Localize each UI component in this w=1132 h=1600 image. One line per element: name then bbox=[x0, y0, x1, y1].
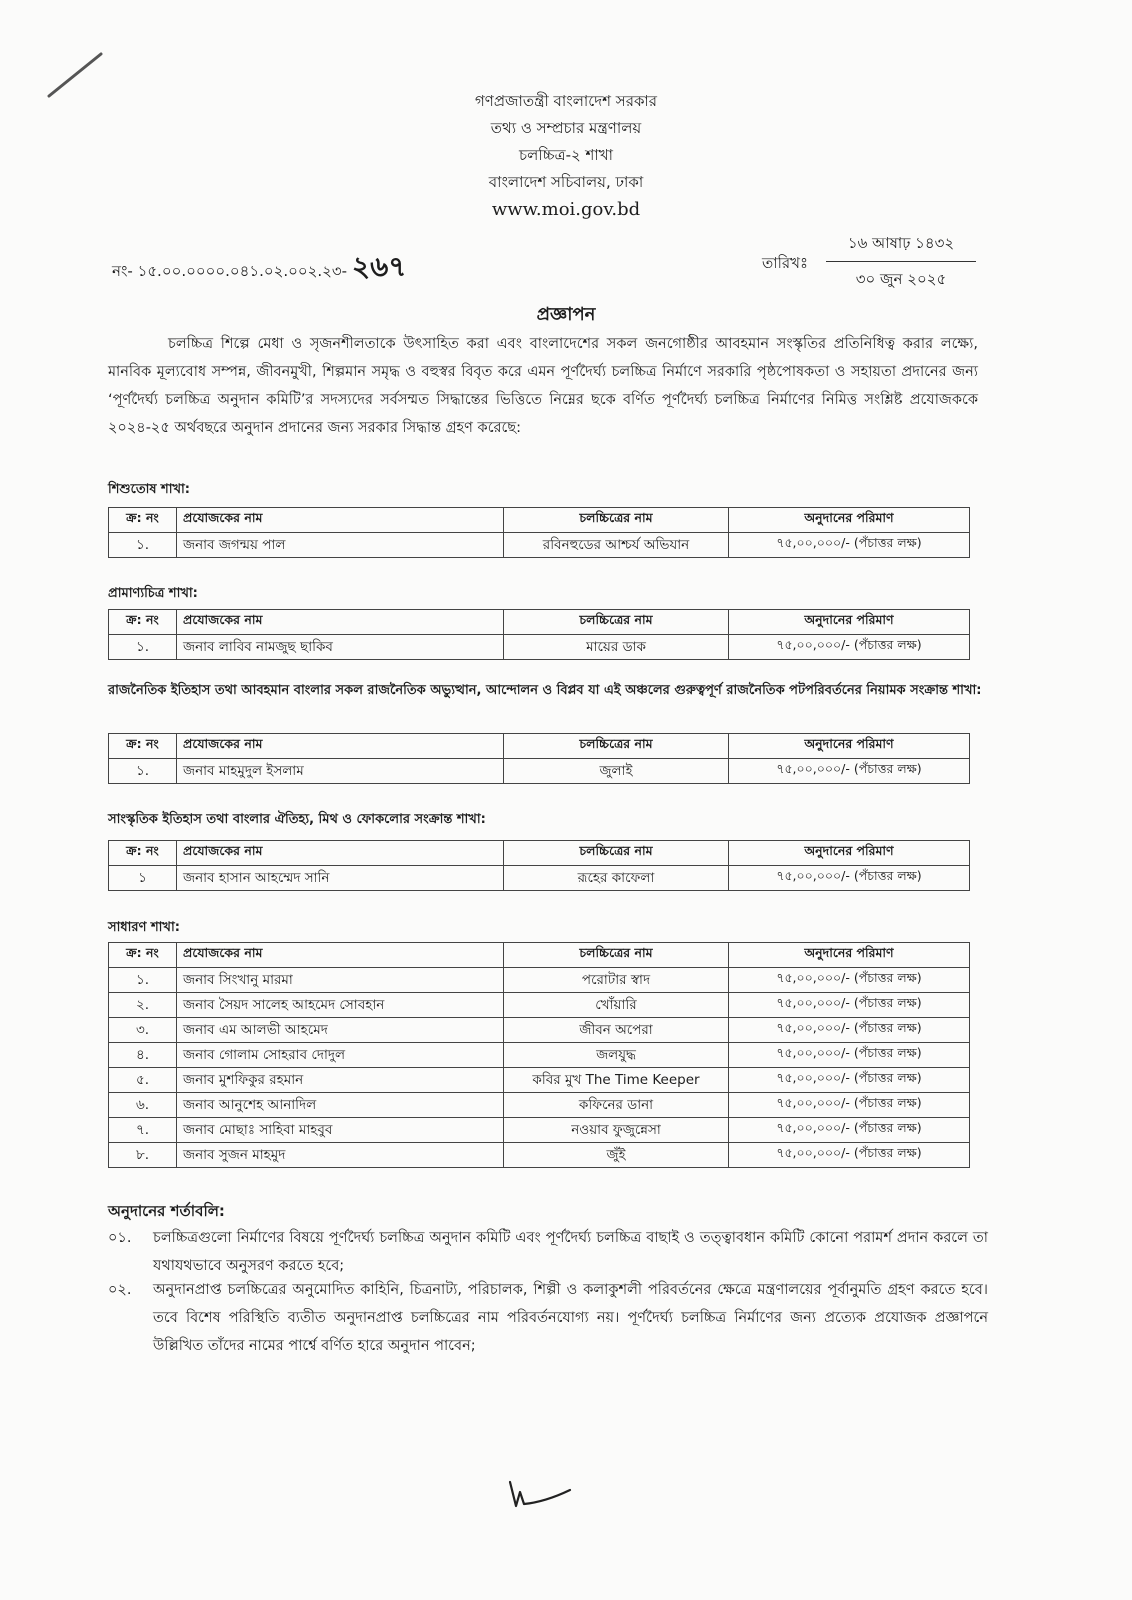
handwritten-number: ২৬৭ bbox=[351, 250, 407, 283]
date-label: তারিখঃ bbox=[762, 254, 808, 272]
cell-producer: জনাব জগন্ময় পাল bbox=[177, 533, 504, 558]
header-film: চলচ্চিত্রের নাম bbox=[504, 943, 729, 968]
cell-amount: ৭৫,০০,০০০/- (পঁচাত্তর লক্ষ) bbox=[729, 759, 970, 784]
cell-serial: ১ bbox=[109, 866, 177, 891]
table-row bbox=[109, 533, 970, 558]
section-label-general: সাধারণ শাখা: bbox=[108, 920, 180, 935]
cell-amount: ৭৫,০০,০০০/- (পঁচাত্তর লক্ষ) bbox=[729, 866, 970, 891]
table-row bbox=[109, 1043, 970, 1068]
table-header-row bbox=[109, 508, 970, 533]
cell-amount: ৭৫,০০,০০০/- (পঁচাত্তর লক্ষ) bbox=[729, 1118, 970, 1143]
table-row bbox=[109, 993, 970, 1018]
cell-film: পরোটার স্বাদ bbox=[504, 968, 729, 993]
cell-producer: জনাব মুশফিকুর রহমান bbox=[177, 1068, 504, 1093]
table-row bbox=[109, 1093, 970, 1118]
condition-number: ০১. bbox=[108, 1230, 132, 1246]
cell-producer: জনাব আনুশেহ আনাদিল bbox=[177, 1093, 504, 1118]
condition-item-2 bbox=[108, 1276, 988, 1360]
header-producer: প্রযোজকের নাম bbox=[177, 610, 504, 635]
cell-film: রবিনহুডের আশ্চর্য অভিযান bbox=[504, 533, 729, 558]
cell-producer: জনাব মোছাঃ সাহিবা মাহবুব bbox=[177, 1118, 504, 1143]
cell-producer: জনাব লাবিব নামজুছ ছাকিব bbox=[177, 635, 504, 660]
cell-amount: ৭৫,০০,০০০/- (পঁচাত্তর লক্ষ) bbox=[729, 993, 970, 1018]
header-amount: অনুদানের পরিমাণ bbox=[729, 943, 970, 968]
table-header-row bbox=[109, 734, 970, 759]
cell-amount: ৭৫,০০,০০০/- (পঁচাত্তর লক্ষ) bbox=[729, 1068, 970, 1093]
cell-film: জীবন অপেরা bbox=[504, 1018, 729, 1043]
intro-paragraph: চলচ্চিত্র শিল্পে মেধা ও সৃজনশীলতাকে উৎসাহিত করা এবং বাংলাদেশের সকল জনগোষ্ঠীর আবহমান সংস্কৃতির প্রতিনিধিত্ব করার লক্ষ্যে, মানবিক মূল্যবোধ সম্পন্ন, জীবনমুখী, শিল্পমান সমৃদ্ধ ও বহুস্বর বিবৃত করে এমন পূর্ণদৈর্ঘ্য চলচ্চিত্র নির্মাণে সরকারি পৃষ্ঠপোষকতা ও সহায়তা প্রদানের জন্য ‘পূর্ণদৈর্ঘ্য চলচ্চিত্র অনুদান কমিটি’র সদস্যদের সর্বসম্মত সিদ্ধান্তের ভিত্তিতে নিম্নের ছকে বর্ণিত পূর্ণদৈর্ঘ্য চলচ্চিত্র নির্মাণের নিমিত্ত সংশ্লিষ্ট প্রযোজককে ২০২৪-২৫ অর্থবছরে অনুদান প্রদানের জন্য সরকার সিদ্ধান্ত গ্রহণ করেছে: bbox=[108, 336, 978, 436]
table-row bbox=[109, 1118, 970, 1143]
header-film: চলচ্চিত্রের নাম bbox=[504, 841, 729, 866]
table-row bbox=[109, 866, 970, 891]
branch-name: চলচ্চিত্র-২ শাখা bbox=[519, 146, 613, 164]
table-row bbox=[109, 1143, 970, 1168]
table-header-row bbox=[109, 943, 970, 968]
header-amount: অনুদানের পরিমাণ bbox=[729, 610, 970, 635]
condition-text: অনুদানপ্রাপ্ত চলচ্চিত্রের অনুমোদিত কাহিনি, চিত্রনাট্য, পরিচালক, শিল্পী ও কলাকুশলী পরিবর্তনের ক্ষেত্রে মন্ত্রণালয়ের পূর্বানুমতি গ্রহণ করতে হবে। তবে বিশেষ পরিস্থিতি ব্যতীত অনুদানপ্রাপ্ত চলচ্চিত্রের নাম পরিবর্তনযোগ্য নয়। পূর্ণদৈর্ঘ্য চলচ্চিত্র নির্মাণের জন্য প্রত্যেক প্রযোজক প্রজ্ঞাপনে উল্লিখিত তাঁদের নামের পার্শ্বে বর্ণিত হারে অনুদান পাবেন; bbox=[153, 1282, 988, 1354]
cell-serial: ৫. bbox=[109, 1068, 177, 1093]
header-amount: অনুদানের পরিমাণ bbox=[729, 508, 970, 533]
cell-film: জুলাই bbox=[504, 759, 729, 784]
cell-serial: ২. bbox=[109, 993, 177, 1018]
website-link[interactable]: www.moi.gov.bd bbox=[491, 199, 641, 220]
header-film: চলচ্চিত্রের নাম bbox=[504, 508, 729, 533]
header-producer: প্রযোজকের নাম bbox=[177, 841, 504, 866]
header-amount: অনুদানের পরিমাণ bbox=[729, 734, 970, 759]
cell-serial: ৮. bbox=[109, 1143, 177, 1168]
grant-table-children bbox=[108, 507, 970, 558]
conditions-title: অনুদানের শর্তাবলি: bbox=[108, 1202, 225, 1220]
cell-film: রূহের কাফেলা bbox=[504, 866, 729, 891]
signature-initial-mark bbox=[500, 1470, 580, 1510]
cell-producer: জনাব হাসান আহম্মেদ সানি bbox=[177, 866, 504, 891]
section-label-political-history: রাজনৈতিক ইতিহাস তথা আবহমান বাংলার সকল রাজনৈতিক অভ্যুত্থান, আন্দোলন ও বিপ্লব যা এই অঞ্চলের গুরুত্বপূর্ণ রাজনৈতিক পটপরিবর্তনের নিয়ামক সংক্রান্ত শাখা: bbox=[108, 683, 982, 698]
section-label-cultural-history: সাংস্কৃতিক ইতিহাস তথা বাংলার ঐতিহ্য, মিথ ও ফোকলোর সংক্রান্ত শাখা: bbox=[108, 812, 486, 827]
cell-serial: ১. bbox=[109, 533, 177, 558]
cell-producer: জনাব গোলাম সোহরাব দোদুল bbox=[177, 1043, 504, 1068]
header-producer: প্রযোজকের নাম bbox=[177, 734, 504, 759]
cell-film: জুঁই bbox=[504, 1143, 729, 1168]
office-address: বাংলাদেশ সচিবালয়, ঢাকা bbox=[488, 173, 644, 191]
grant-table-cultural-history bbox=[108, 840, 970, 891]
cell-producer: জনাব এম আলভী আহমেদ bbox=[177, 1018, 504, 1043]
section-label-documentary: প্রামাণ্যচিত্র শাখা: bbox=[108, 586, 198, 601]
cell-amount: ৭৫,০০,০০০/- (পঁচাত্তর লক্ষ) bbox=[729, 1143, 970, 1168]
cell-serial: ১. bbox=[109, 968, 177, 993]
cell-producer: জনাব মাহমুদুল ইসলাম bbox=[177, 759, 504, 784]
header-serial: ক্র: নং bbox=[109, 610, 177, 635]
section-label-children: শিশুতোষ শাখা: bbox=[108, 482, 191, 497]
cell-serial: ১. bbox=[109, 635, 177, 660]
cell-producer: জনাব সৈয়দ সালেহ আহমেদ সোবহান bbox=[177, 993, 504, 1018]
ministry-name: তথ্য ও সম্প্রচার মন্ত্রণালয় bbox=[490, 119, 642, 137]
cell-amount: ৭৫,০০,০০০/- (পঁচাত্তর লক্ষ) bbox=[729, 1043, 970, 1068]
header-serial: ক্র: নং bbox=[109, 508, 177, 533]
letterhead bbox=[0, 88, 1132, 223]
cell-amount: ৭৫,০০,০০০/- (পঁচাত্তর লক্ষ) bbox=[729, 533, 970, 558]
cell-amount: ৭৫,০০,০০০/- (পঁচাত্তর লক্ষ) bbox=[729, 635, 970, 660]
cell-film: মায়ের ডাক bbox=[504, 635, 729, 660]
grant-table-documentary bbox=[108, 609, 970, 660]
header-film: চলচ্চিত্রের নাম bbox=[504, 734, 729, 759]
cell-serial: ৭. bbox=[109, 1118, 177, 1143]
table-row bbox=[109, 1068, 970, 1093]
condition-number: ০২. bbox=[108, 1282, 132, 1298]
grant-table-general bbox=[108, 942, 970, 1168]
date-block bbox=[826, 232, 976, 293]
cell-producer: জনাব সুজন মাহমুদ bbox=[177, 1143, 504, 1168]
cell-amount: ৭৫,০০,০০০/- (পঁচাত্তর লক্ষ) bbox=[729, 968, 970, 993]
header-amount: অনুদানের পরিমাণ bbox=[729, 841, 970, 866]
date-bengali: ১৬ আষাঢ় ১৪৩২ bbox=[826, 232, 976, 262]
condition-text: চলচ্চিত্রগুলো নির্মাণের বিষয়ে পূর্ণদৈর্ঘ্য চলচ্চিত্র অনুদান কমিটি এবং পূর্ণদৈর্ঘ্য চলচ্চিত্র বাছাই ও তত্ত্বাবধান কমিটি কোনো পরামর্শ প্রদান করলে তা যথাযথভাবে অনুসরণ করতে হবে; bbox=[153, 1230, 988, 1274]
cell-serial: ৬. bbox=[109, 1093, 177, 1118]
cell-film: কবির মুখ The Time Keeper bbox=[504, 1068, 729, 1093]
table-header-row bbox=[109, 841, 970, 866]
table-row bbox=[109, 759, 970, 784]
cell-film: জলযুদ্ধ bbox=[504, 1043, 729, 1068]
cell-serial: ৩. bbox=[109, 1018, 177, 1043]
cell-film: খোঁয়ারি bbox=[504, 993, 729, 1018]
grant-table-political-history bbox=[108, 733, 970, 784]
table-row bbox=[109, 968, 970, 993]
reference-prefix: নং- ১৫.০০.০০০০.০৪১.০২.০০২.২৩- bbox=[112, 262, 348, 280]
cell-film: কফিনের ডানা bbox=[504, 1093, 729, 1118]
cell-serial: ১. bbox=[109, 759, 177, 784]
table-row bbox=[109, 1018, 970, 1043]
notification-title: প্রজ্ঞাপন bbox=[536, 304, 596, 325]
table-header-row bbox=[109, 610, 970, 635]
header-producer: প্রযোজকের নাম bbox=[177, 508, 504, 533]
govt-name: গণপ্রজাতন্ত্রী বাংলাদেশ সরকার bbox=[474, 92, 658, 110]
header-producer: প্রযোজকের নাম bbox=[177, 943, 504, 968]
header-serial: ক্র: নং bbox=[109, 943, 177, 968]
date-gregorian: ৩০ জুন ২০২৫ bbox=[855, 270, 947, 288]
cell-amount: ৭৫,০০,০০০/- (পঁচাত্তর লক্ষ) bbox=[729, 1018, 970, 1043]
table-row bbox=[109, 635, 970, 660]
condition-item-1 bbox=[108, 1224, 988, 1280]
cell-film: নওয়াব ফুজুন্নেসা bbox=[504, 1118, 729, 1143]
cell-serial: ৪. bbox=[109, 1043, 177, 1068]
header-serial: ক্র: নং bbox=[109, 841, 177, 866]
header-film: চলচ্চিত্রের নাম bbox=[504, 610, 729, 635]
header-serial: ক্র: নং bbox=[109, 734, 177, 759]
reference-number bbox=[112, 245, 407, 292]
cell-amount: ৭৫,০০,০০০/- (পঁচাত্তর লক্ষ) bbox=[729, 1093, 970, 1118]
cell-producer: জনাব সিংখানু মারমা bbox=[177, 968, 504, 993]
